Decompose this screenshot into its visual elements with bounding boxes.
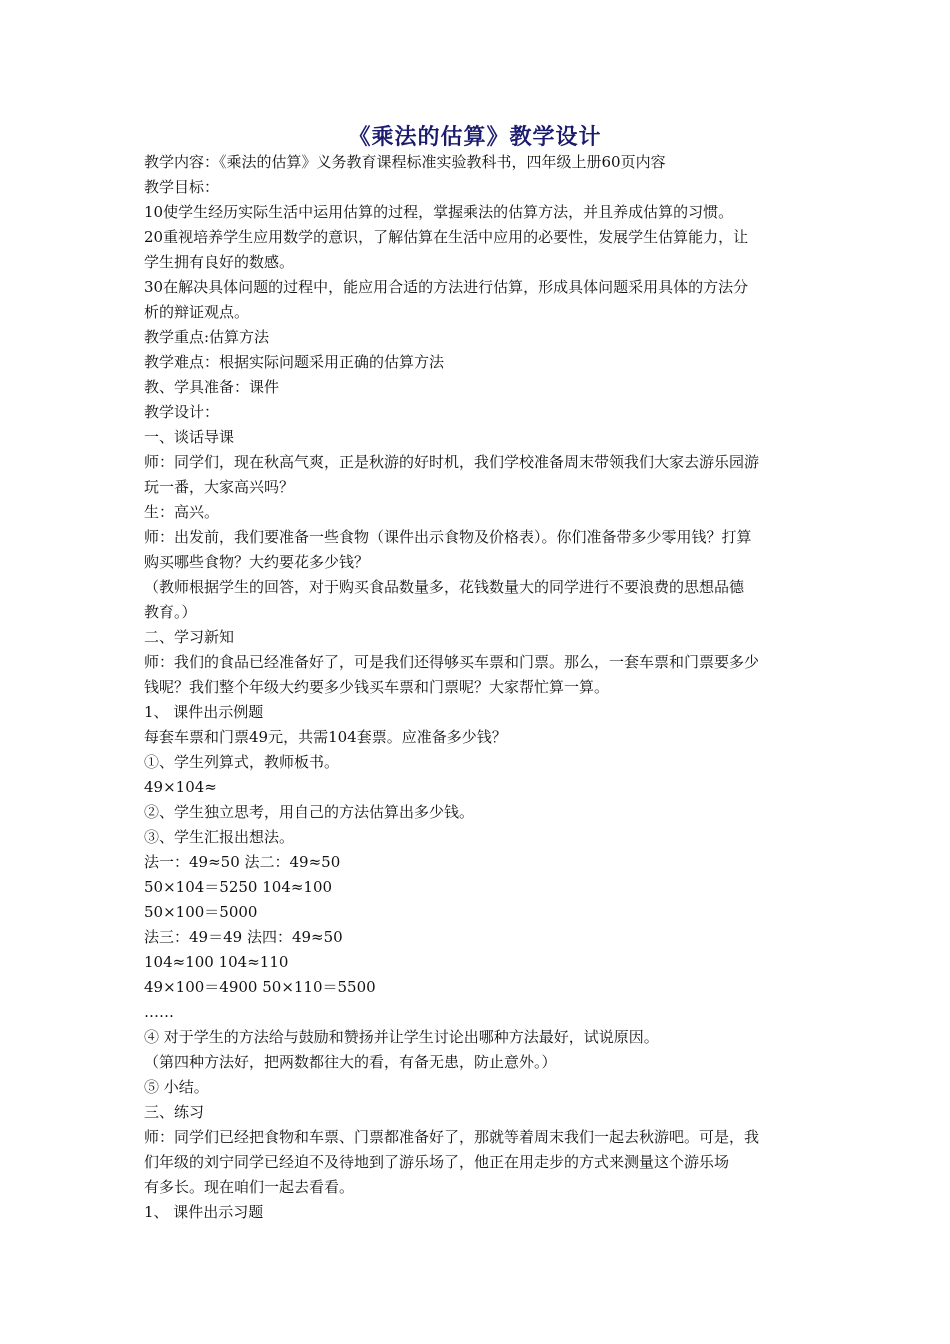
text-line: 每套车票和门票49元，共需104套票。应准备多少钱？ [144,728,507,746]
text-line: 50×100＝5000 [144,903,258,921]
text-line: ②、学生独立思考，用自己的方法估算出多少钱。 [144,803,475,821]
text-line: 们年级的刘宁同学已经迫不及待地到了游乐场了，他正在用走步的方式来测量这个游乐场 [144,1153,730,1171]
text-line: 生：高兴。 [144,503,220,521]
text-line: 二、学习新知 [144,628,235,646]
document-title: 《乘法的估算》教学设计 [348,125,602,150]
text-line: 49×100＝4900 50×110＝5500 [144,978,376,996]
text-line: ④ 对于学生的方法给与鼓励和赞扬并让学生讨论出哪种方法最好，试说原因。 [144,1028,659,1046]
document-body [144,150,812,1225]
text-line: 1、 课件出示例题 [144,703,264,721]
text-line: 30在解决具体问题的过程中，能应用合适的方法进行估算，形成具体问题采用具体的方法分 [144,278,749,296]
text-line: 一、谈话导课 [144,428,235,446]
text-line: 49×104≈ [144,778,217,796]
text-line: ⑤ 小结。 [144,1078,209,1096]
text-line: 教育。） [144,603,197,621]
text-line: 教学难点：根据实际问题采用正确的估算方法 [144,353,445,371]
text-line: 10使学生经历实际生活中运用估算的过程，掌握乘法的估算方法，并且养成估算的习惯。 [144,203,734,221]
text-line: 师：同学们已经把食物和车票、门票都准备好了，那就等着周末我们一起去秋游吧。可是，我 [144,1128,760,1146]
text-line: 有多长。现在咱们一起去看看。 [144,1178,355,1196]
text-line: 玩一番，大家高兴吗？ [144,478,295,496]
text-line: 1、 课件出示习题 [144,1203,264,1221]
text-line: 钱呢？我们整个年级大约要多少钱买车票和门票呢？大家帮忙算一算。 [144,678,610,696]
text-line: ①、学生列算式，教师板书。 [144,753,340,771]
text-line: 教学设计： [144,403,220,421]
text-line: 法一：49≈50 法二：49≈50 [144,853,341,871]
text-line: （第四种方法好，把两数都往大的看，有备无患，防止意外。） [144,1053,557,1071]
text-line: 析的辩证观点。 [144,303,250,321]
text-line: 50×104＝5250 104≈100 [144,878,333,896]
text-line: 教学重点:估算方法 [144,328,270,346]
text-line: ③、学生汇报出想法。 [144,828,295,846]
text-line: 法三：49＝49 法四：49≈50 [144,928,343,946]
text-line: 20重视培养学生应用数学的意识，了解估算在生活中应用的必要性，发展学生估算能力，让 [144,228,749,246]
text-line: 教学内容：《乘法的估算》义务教育课程标准实验教科书，四年级上册60页内容 [144,153,666,171]
text-line: 学生拥有良好的数感。 [144,253,295,271]
text-line: 104≈100 104≈110 [144,953,289,971]
text-line: 教学目标： [144,178,220,196]
text-line: 三、练习 [144,1103,205,1121]
text-line: 师：出发前，我们要准备一些食物（课件出示食物及价格表）。你们准备带多少零用钱？打算 [144,528,752,546]
text-line: 教、学具准备：课件 [144,378,280,396]
text-line: 购买哪些食物？大约要花多少钱？ [144,553,370,571]
text-line: 师：我们的食品已经准备好了，可是我们还得够买车票和门票。那么，一套车票和门票要多少 [144,653,760,671]
text-line: （教师根据学生的回答，对于购买食品数量多，花钱数量大的同学进行不要浪费的思想品德 [144,578,745,596]
text-line: 师：同学们，现在秋高气爽，正是秋游的好时机，我们学校准备周末带领我们大家去游乐园游 [144,453,760,471]
text-line: …… [144,1003,174,1021]
